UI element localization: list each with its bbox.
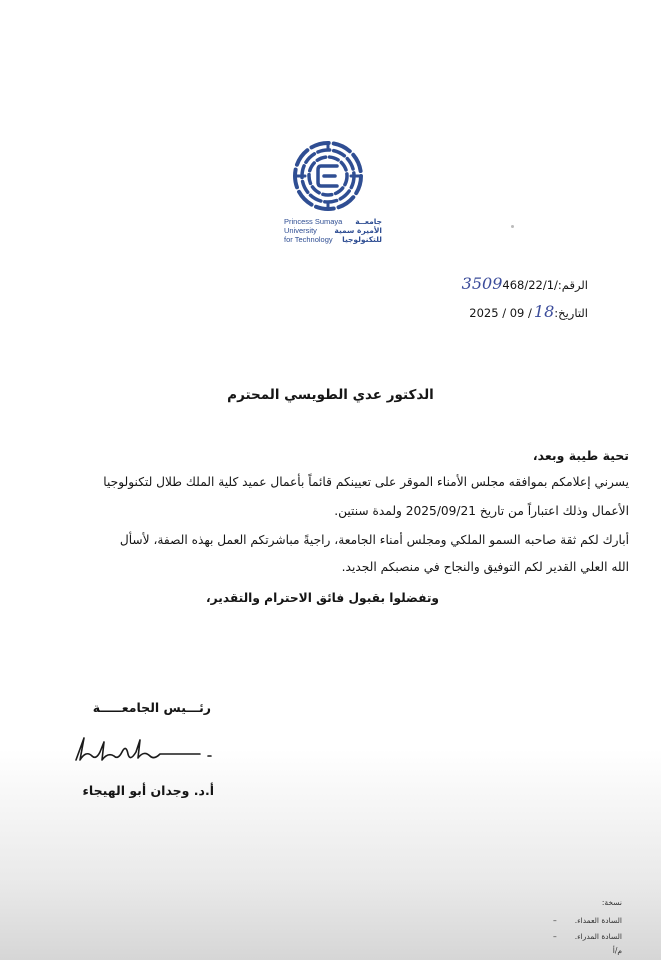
copies-dash-2: –	[552, 932, 557, 941]
copies-item-2	[512, 932, 622, 941]
reference-handwritten: 3509	[461, 274, 503, 293]
logo-name-ar-3: للتكنولوجيا	[342, 235, 382, 244]
date-printed: 2025 / 09 /	[469, 306, 532, 320]
body-line-3: أبارك لكم ثقة صاحبه السمو الملكي ومجلس أمناء الجامعة، راجيةً مباشرتكم العمل بهذه الصفة، لأسأل	[119, 533, 629, 547]
greeting: تحية طيبة وبعد،	[532, 448, 629, 463]
university-logo-emblem	[291, 140, 365, 212]
university-logo-text	[282, 214, 382, 250]
handwritten-signature	[70, 730, 220, 768]
copies-item-1-text: السادة العمداء.	[574, 916, 622, 925]
date-handwritten-day: 18	[533, 302, 555, 321]
signature-title: رئـــيس الجامعـــــة	[92, 700, 211, 715]
copies-dash-1: –	[552, 916, 557, 925]
copies-item-1	[512, 916, 622, 925]
logo-name-ar-1: جامعــة	[355, 217, 382, 226]
copies-trailing: م/أ	[612, 946, 622, 955]
copies-label: نسخة:	[601, 898, 622, 907]
addressee: الدكتور عدي الطويسي المحترم	[227, 387, 434, 403]
logo-name-en-2: University	[284, 226, 317, 235]
body-line-1: يسرني إعلامكم بموافقه مجلس الأمناء الموقر على تعيينكم قائماً بأعمال عميد كلية الملك طلال لتكنولوجيا	[103, 475, 629, 489]
body-line-4: الله العلي القدير لكم التوفيق والنجاح في منصبكم الجديد.	[341, 560, 629, 574]
logo-name-ar-2: الأميرة سمية	[334, 226, 382, 235]
closing: وتفضلوا بقبول فائق الاحترام والتقدير،	[206, 591, 439, 605]
reference-row	[462, 274, 588, 293]
body-line-2: الأعمال وذلك اعتباراً من تاريخ 2025/09/21 ولمدة سنتين.	[334, 504, 629, 518]
signatory-name: أ.د. وجدان أبو الهيجاء	[82, 783, 214, 798]
reference-label: الرقم:	[557, 278, 588, 292]
reference-printed: 468/22/1/	[502, 278, 558, 292]
scan-speck	[511, 225, 514, 228]
logo-name-en-3: for Technology	[284, 235, 333, 244]
copies-item-2-text: السادة المدراء.	[574, 932, 622, 941]
logo-name-en-1: Princess Sumaya	[284, 217, 343, 226]
date-label: التاريخ:	[554, 306, 588, 320]
date-row	[469, 302, 588, 321]
